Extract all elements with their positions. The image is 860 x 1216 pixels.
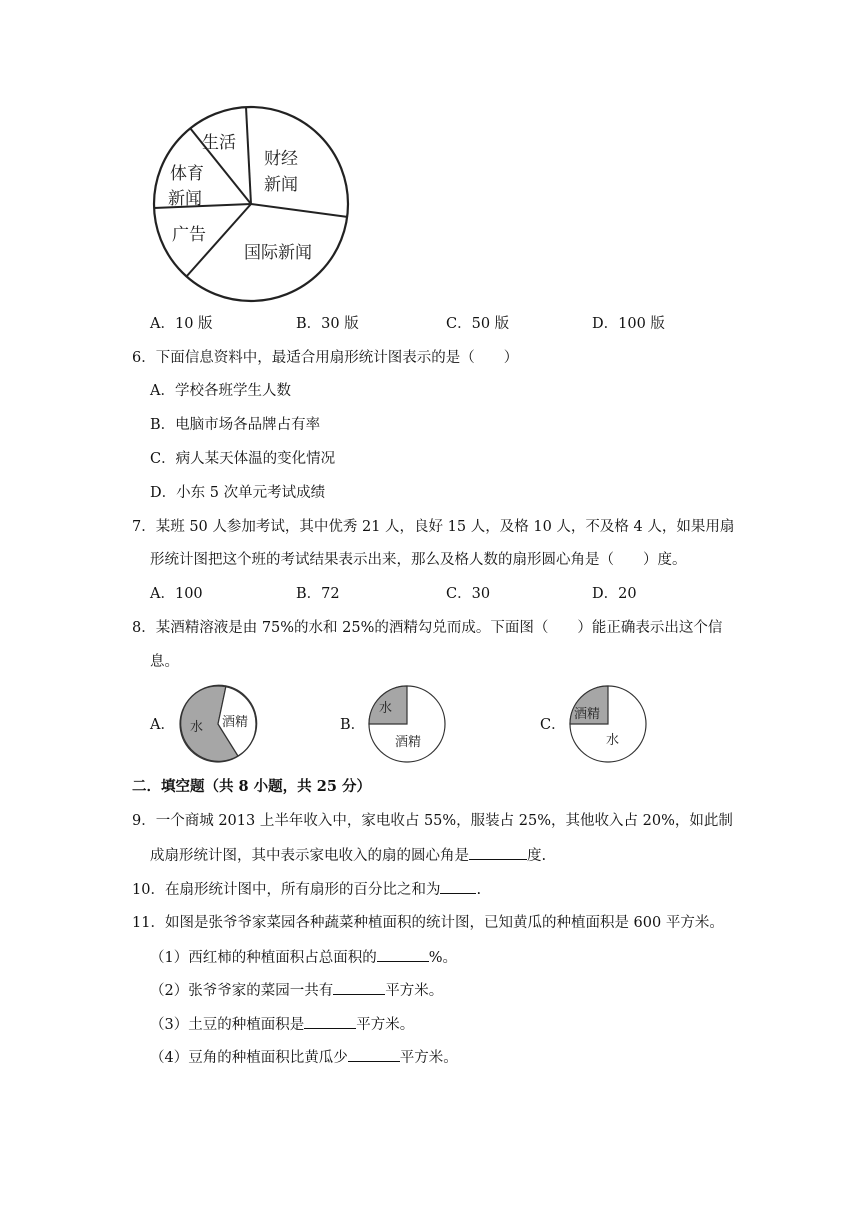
q7-option-a[interactable]: A．100: [150, 586, 203, 602]
q11-sub1-blank[interactable]: [377, 947, 429, 962]
q11-sub3: [150, 1014, 414, 1035]
q11-sub3-pre: （3）土豆的种植面积是: [150, 1017, 305, 1033]
q10-post: .: [476, 882, 482, 898]
q9-answer-blank[interactable]: [469, 845, 527, 860]
q8-option-c-letter[interactable]: C．: [540, 717, 566, 733]
q6-stem: 6．下面信息资料中，最适合用扇形统计图表示的是（ ）: [132, 350, 519, 366]
slice-label-sports-2: 新闻: [168, 189, 202, 209]
q11-sub3-post: 平方米。: [356, 1017, 415, 1033]
slice-label-intl: 国际新闻: [244, 243, 312, 263]
slice-label-sports-1: 体育: [170, 164, 204, 184]
q7-option-b[interactable]: B．72: [296, 586, 340, 602]
q11-sub2: [150, 980, 443, 1001]
q5-option-d[interactable]: D．100 版: [592, 316, 665, 332]
q10-pre: 10．在扇形统计图中，所有扇形的百分比之和为: [132, 882, 441, 898]
q8-option-b-letter[interactable]: B．: [340, 717, 366, 733]
q6-option-a[interactable]: A．学校各班学生人数: [150, 383, 291, 399]
q8-stem-line1: 8．某酒精溶液是由 75%的水和 25%的酒精勾兑而成。下面图（ ）能正确表示出这个信: [132, 620, 723, 636]
q9-line2: [150, 845, 546, 866]
q11-sub4-pre: （4）豆角的种植面积比黄瓜少: [150, 1050, 348, 1066]
slice-label-life: 生活: [202, 133, 236, 153]
pie-a-alcohol-label: 酒精: [222, 715, 249, 730]
slice-label-finance-1: 财经: [264, 149, 298, 169]
q8-option-a-pie[interactable]: [176, 682, 260, 766]
pie-a-water-label: 水: [190, 720, 204, 735]
q8-option-c-pie[interactable]: [566, 682, 650, 766]
q7-option-c[interactable]: C．30: [446, 586, 491, 602]
q9-line1: 9．一个商城 2013 上半年收入中，家电收占 55%，服装占 25%，其他收入占 20%，如此制: [132, 813, 733, 829]
q11-sub2-post: 平方米。: [385, 983, 444, 999]
q11-sub4-post: 平方米。: [399, 1050, 458, 1066]
q9-line2-pre: 成扇形统计图，其中表示家电收入的扇的圆心角是: [150, 848, 469, 864]
q8-stem-line2: 息。: [150, 654, 179, 670]
q11-sub2-blank[interactable]: [333, 980, 385, 995]
q7-stem-line1: 7．某班 50 人参加考试，其中优秀 21 人，良好 15 人，及格 10 人，不及格 4 人，如果用扇: [132, 519, 735, 535]
q11-sub1-pre: （1）西红柿的种植面积占总面积的: [150, 950, 377, 966]
pie-c-water-label: 水: [606, 733, 620, 748]
pie-c-alcohol-label: 酒精: [574, 707, 601, 722]
news-pie-chart: [150, 100, 355, 305]
q9-line2-post: 度.: [527, 848, 547, 864]
q10-line: [132, 879, 481, 900]
q11-sub3-blank[interactable]: [304, 1014, 356, 1029]
q5-option-c[interactable]: C．50 版: [446, 316, 510, 332]
pie-b-alcohol-label: 酒精: [395, 735, 422, 750]
q7-option-d[interactable]: D．20: [592, 586, 637, 602]
q11-stem: 11．如图是张爷爷家菜园各种蔬菜种植面积的统计图，已知黄瓜的种植面积是 600 平方米。: [132, 915, 724, 931]
slice-label-finance-2: 新闻: [264, 175, 298, 195]
q11-sub2-pre: （2）张爷爷家的菜园一共有: [150, 983, 334, 999]
q6-option-b[interactable]: B．电脑市场各品牌占有率: [150, 417, 321, 433]
q6-option-c[interactable]: C．病人某天体温的变化情况: [150, 451, 336, 467]
q5-option-a[interactable]: A．10 版: [150, 316, 213, 332]
q11-sub4-blank[interactable]: [348, 1047, 400, 1062]
q10-answer-blank[interactable]: [440, 879, 476, 894]
q7-stem-line2: 形统计图把这个班的考试结果表示出来，那么及格人数的扇形圆心角是（ ）度。: [150, 552, 687, 568]
q8-option-b-pie[interactable]: [365, 682, 449, 766]
section-fill-in-heading: 二．填空题（共 8 小题，共 25 分）: [132, 778, 371, 795]
q11-sub1: [150, 947, 457, 968]
q11-sub4: [150, 1047, 458, 1068]
q8-option-a-letter[interactable]: A．: [150, 717, 175, 733]
pie-b-water-label: 水: [379, 701, 393, 716]
slice-label-ads: 广告: [172, 225, 206, 245]
q11-sub1-post: %。: [428, 950, 458, 966]
q5-option-b[interactable]: B．30 版: [296, 316, 359, 332]
q6-option-d[interactable]: D．小东 5 次单元考试成绩: [150, 485, 326, 501]
